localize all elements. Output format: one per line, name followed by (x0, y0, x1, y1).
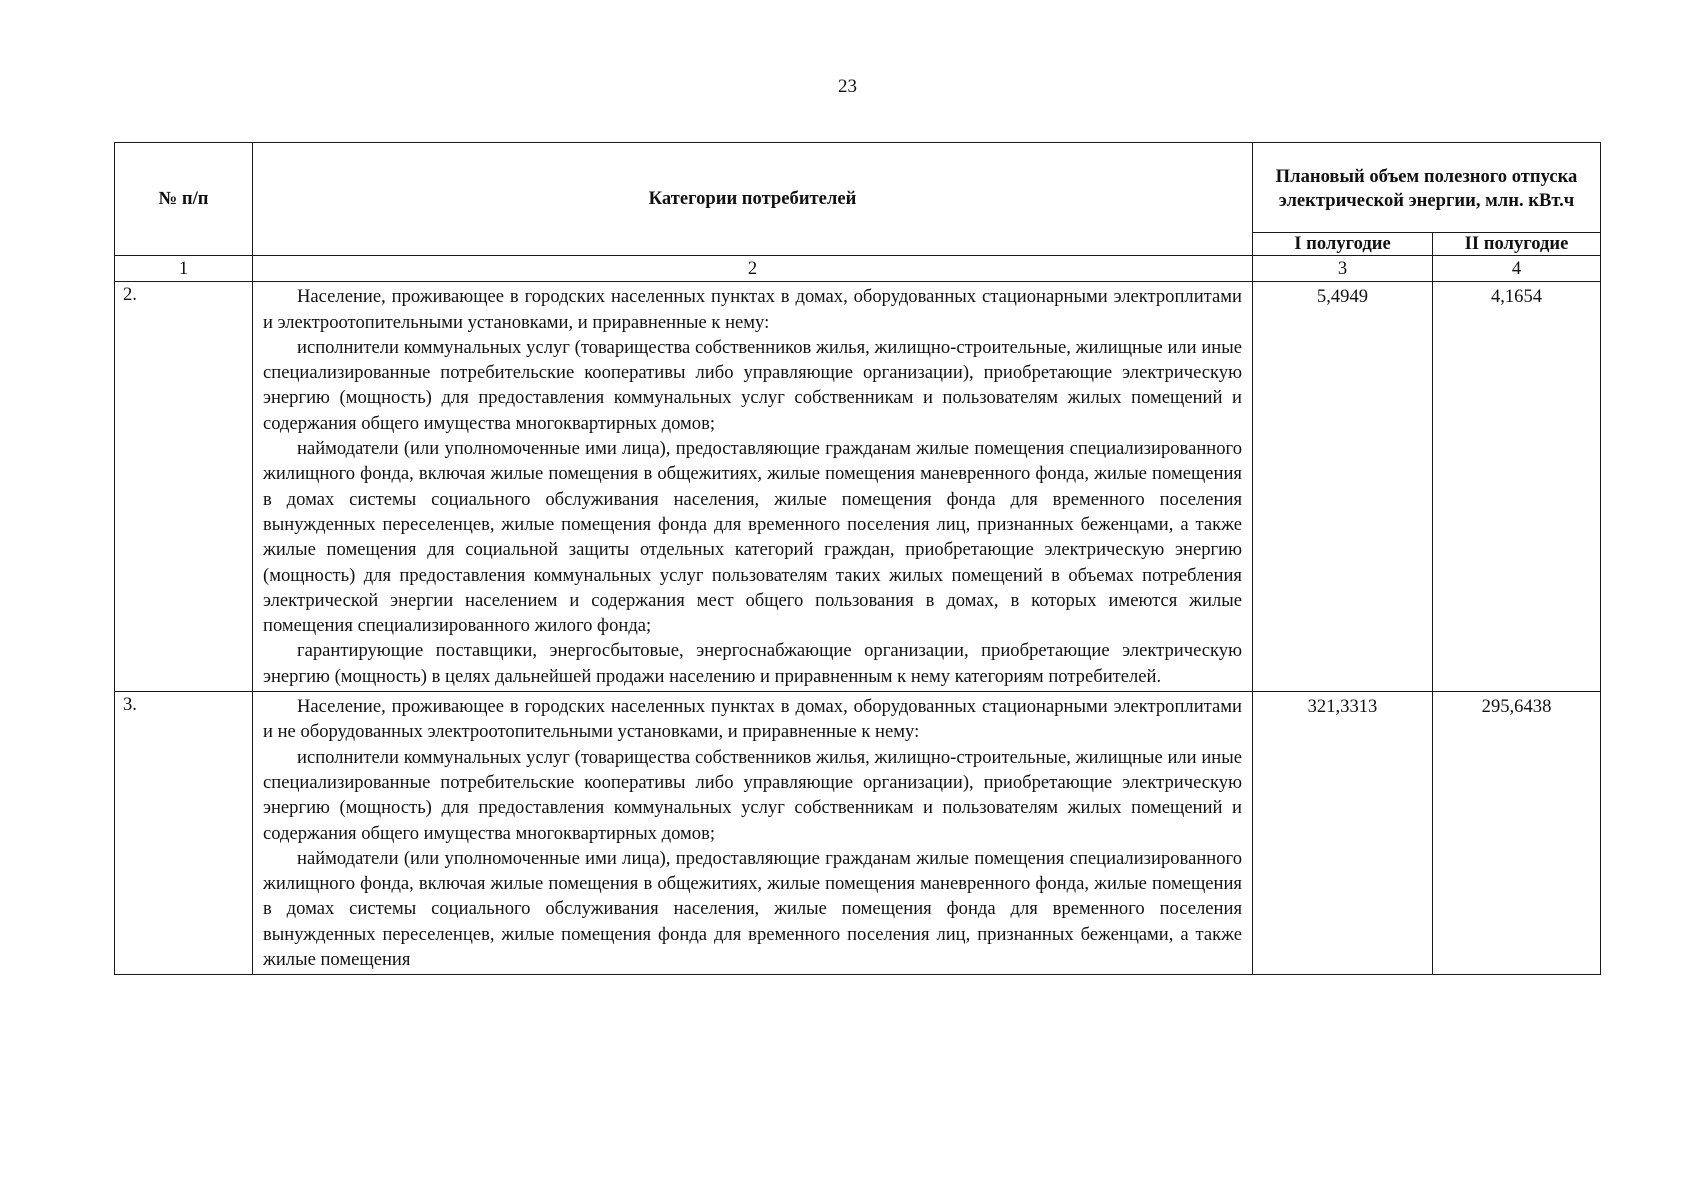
row-value-half2: 4,1654 (1433, 282, 1601, 692)
row-description (253, 282, 1253, 692)
header-half1: I полугодие (1253, 233, 1433, 256)
header-volume: Плановый объем полезного отпуска электрической энергии, млн. кВт.ч (1253, 143, 1601, 233)
column-index-3: 3 (1253, 256, 1433, 282)
row-value-half1: 321,3313 (1253, 692, 1433, 975)
row-value-half2: 295,6438 (1433, 692, 1601, 975)
row-number: 2. (115, 282, 253, 692)
header-number: № п/п (115, 143, 253, 256)
table-row (115, 692, 1601, 975)
row-value-half1: 5,4949 (1253, 282, 1433, 692)
row-paragraph: наймодатели (или уполномоченные ими лица), предоставляющие гражданам жилые помещения специализированного жилищного фонда, включая жилые помещения в общежитиях, жилые помещения маневренного фонда, жилые помещения в домах системы социального обслуживания населения, жилые помещения фонда для временного поселения вынужденных переселенцев, жилые помещения фонда для временного поселения лиц, признанных беженцами, а также жилые помещения для социальной защиты отдельных категорий граждан, приобретающие электрическую энергию (мощность) для предоставления коммунальных услуг пользователям таких жилых помещений в объемах потребления электрической энергии населением и содержания мест общего пользования в домах, в которых имеются жилые помещения специализированного жилого фонда; (263, 438, 1242, 637)
row-number: 3. (115, 692, 253, 975)
header-category: Категории потребителей (253, 143, 1253, 256)
row-paragraph: исполнители коммунальных услуг (товарищества собственников жилья, жилищно-строительные, жилищные или иные специализированные потребительские кооперативы либо управляющие организации), приобретающие электрическую энергию (мощность) для предоставления коммунальных услуг собственникам и пользователям жилых помещений и содержания общего имущества многоквартирных домов; (263, 746, 1242, 844)
column-index-2: 2 (253, 256, 1253, 282)
row-paragraph: исполнители коммунальных услуг (товарищества собственников жилья, жилищно-строительные, жилищные или иные специализированные потребительские кооперативы либо управляющие организации), приобретающие электрическую энергию (мощность) для предоставления коммунальных услуг собственникам и пользователям жилых помещений и содержания общего имущества многоквартирных домов; (263, 336, 1242, 434)
row-paragraph: наймодатели (или уполномоченные ими лица), предоставляющие гражданам жилые помещения специализированного жилищного фонда, включая жилые помещения в общежитиях, жилые помещения маневренного фонда, жилые помещения в домах системы социального обслуживания населения, жилые помещения фонда для временного поселения вынужденных переселенцев, жилые помещения фонда для временного поселения лиц, признанных беженцами, а также жилые помещения (263, 847, 1242, 971)
row-description (253, 692, 1253, 975)
table-row (115, 282, 1601, 692)
consumption-table (114, 142, 1601, 975)
column-index-row (115, 256, 1601, 282)
row-paragraph: Население, проживающее в городских населенных пунктах в домах, оборудованных стационарными электроплитами и не оборудованных электроотопительными установками, и приравненные к нему: (263, 696, 1242, 743)
row-paragraph: Население, проживающее в городских населенных пунктах в домах, оборудованных стационарными электроплитами и электроотопительными установками, и приравненные к нему: (263, 286, 1242, 333)
column-index-4: 4 (1433, 256, 1601, 282)
page-number: 23 (838, 76, 857, 97)
column-index-1: 1 (115, 256, 253, 282)
header-half2: II полугодие (1433, 233, 1601, 256)
row-paragraph: гарантирующие поставщики, энергосбытовые, энергоснабжающие организации, приобретающие электрическую энергию (мощность) в целях дальнейшей продажи населению и приравненным к нему категориям потребителей. (263, 640, 1242, 687)
